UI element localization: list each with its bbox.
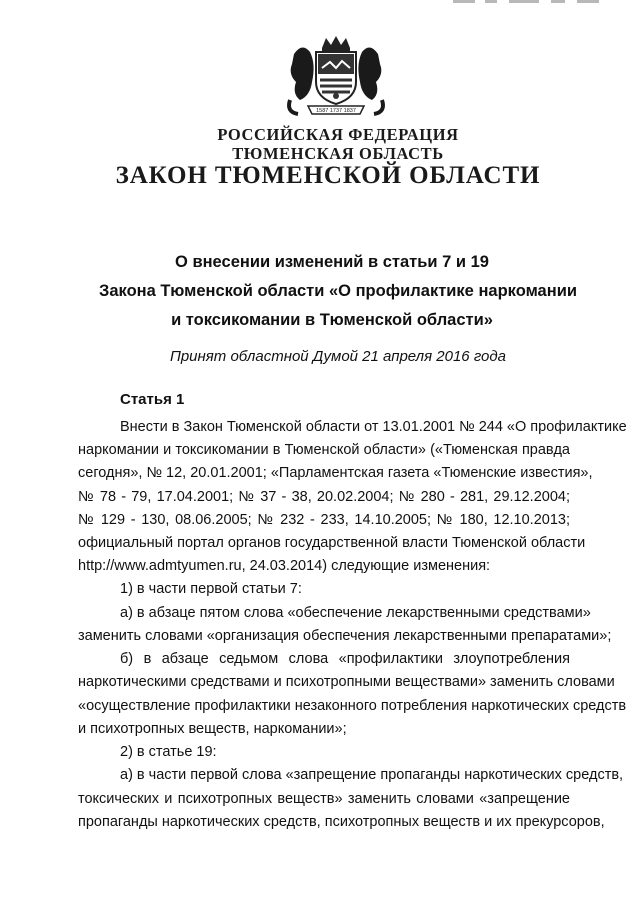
- body-line: а) в части первой слова «запрещение пропаганды наркотических средств,: [120, 767, 624, 783]
- emblem-ribbon-text: 1587 1737 1837: [316, 108, 356, 114]
- body-line: сегодня», № 12, 20.01.2001; «Парламентская газета «Тюменские известия»,: [78, 465, 593, 481]
- body-line: б) в абзаце седьмом слова «профилактики злоупотребления: [120, 651, 570, 667]
- body-line: № 129 - 130, 08.06.2005; № 232 - 233, 14.10.2005; № 180, 12.10.2013;: [78, 512, 570, 528]
- body-line: наркотическими средствами и психотропными веществами» заменить словами: [78, 674, 615, 690]
- body-line: 2) в статье 19:: [120, 744, 217, 760]
- document-type-heading: ЗАКОН ТЮМЕНСКОЙ ОБЛАСТИ: [115, 162, 541, 189]
- body-line: токсических и психотропных веществ» заменить словами «запрещение: [78, 791, 570, 807]
- scan-edge-marks: [453, 0, 603, 5]
- law-title-line-1: О внесении изменений в статьи 7 и 19: [175, 253, 489, 271]
- body-line: № 78 - 79, 17.04.2001; № 37 - 38, 20.02.2004; № 280 - 281, 29.12.2004;: [78, 489, 570, 505]
- body-line: заменить словами «организация обеспечения лекарственными препаратами»;: [78, 628, 612, 644]
- body-line: пропаганды наркотических средств, психотропных веществ и их прекурсоров,: [78, 814, 605, 830]
- body-line: официальный портал органов государственной власти Тюменской области: [78, 535, 586, 551]
- law-title-line-3: и токсикомании в Тюменской области»: [171, 311, 493, 329]
- body-line: http://www.admtyumen.ru, 24.03.2014) следующие изменения:: [78, 558, 491, 574]
- coat-of-arms-emblem: [282, 34, 390, 120]
- country-heading: РОССИЙСКАЯ ФЕДЕРАЦИЯ: [217, 125, 459, 144]
- body-line: наркомании и токсикомании в Тюменской области» («Тюменская правда: [78, 442, 570, 458]
- body-line: Внести в Закон Тюменской области от 13.01.2001 № 244 «О профилактике: [120, 419, 627, 435]
- body-line: 1) в части первой статьи 7:: [120, 581, 302, 597]
- body-line: и психотропных веществ, наркомании»;: [78, 721, 347, 737]
- body-line: «осуществление профилактики незаконного потребления наркотических средств: [78, 698, 627, 714]
- law-title-line-2: Закона Тюменской области «О профилактике наркомании: [99, 282, 577, 300]
- body-line: а) в абзаце пятом слова «обеспечение лекарственными средствами»: [120, 605, 591, 621]
- article-heading: Статья 1: [120, 391, 185, 408]
- region-heading: ТЮМЕНСКАЯ ОБЛАСТЬ: [232, 144, 444, 163]
- adoption-date: Принят областной Думой 21 апреля 2016 года: [169, 348, 507, 365]
